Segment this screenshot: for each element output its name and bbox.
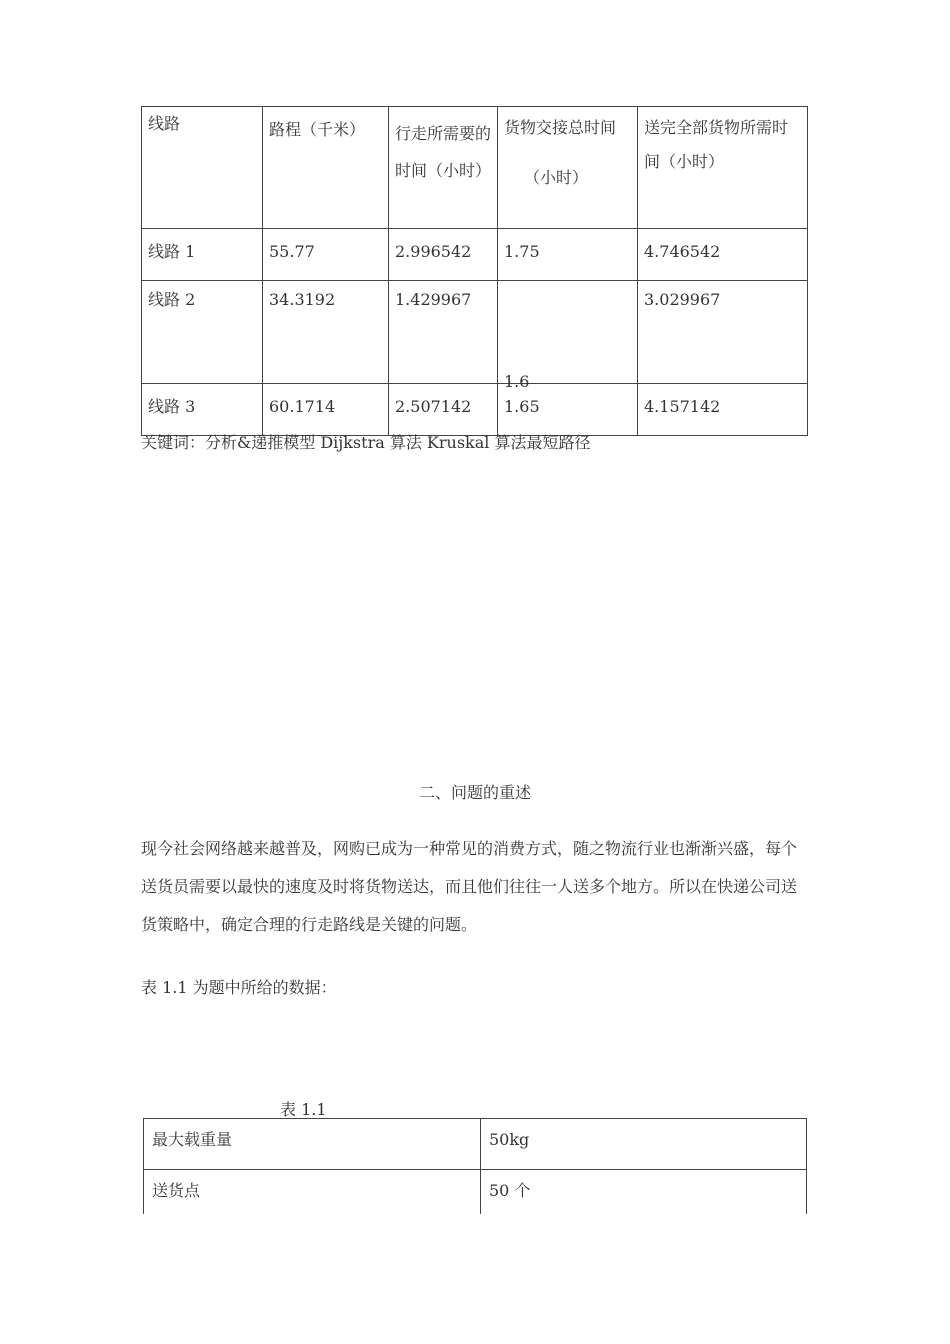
header-total-time: 送完全部货物所需时间（小时） xyxy=(644,118,789,171)
problem-paragraph: 现今社会网络越来越普及，网购已成为一种常见的消费方式，随之物流行业也渐渐兴盛，每个送货员需要以最快的速度及时将货物送达，而且他们往往一人送多个地方。所以在快递公司送货策略中，确定合理的行走路线是关键的问题。 xyxy=(141,839,798,934)
header-handover-unit: （小时） xyxy=(524,168,589,187)
header-distance: 路程（千米） xyxy=(269,120,366,139)
cell-walk-time: 2.507142 xyxy=(389,384,498,436)
header-cell xyxy=(638,107,808,229)
table-row xyxy=(144,1119,807,1170)
table-header-row xyxy=(142,107,808,229)
table-intro: 表 1.1 为题中所给的数据： xyxy=(141,978,337,997)
cell-distance: 34.3192 xyxy=(263,281,389,384)
cell-total-time: 4.746542 xyxy=(638,229,808,281)
section-title: 二、问题的重述 xyxy=(418,783,531,802)
header-route: 线路 xyxy=(148,114,181,133)
cell-route: 线路 3 xyxy=(142,384,263,436)
table-row xyxy=(142,281,808,384)
data-table xyxy=(143,1118,807,1214)
cell-walk-time: 1.429967 xyxy=(389,281,498,384)
cell-label: 最大载重量 xyxy=(144,1119,481,1170)
cell-route: 线路 1 xyxy=(142,229,263,281)
cell-handover-value: 1.6 xyxy=(504,372,530,391)
table-row xyxy=(144,1170,807,1215)
cell-total-time: 3.029967 xyxy=(638,281,808,384)
cell-label: 送货点 xyxy=(144,1170,481,1215)
cell-walk-time: 2.996542 xyxy=(389,229,498,281)
keywords-line: 关键词：分析&递推模型 Dijkstra 算法 Kruskal 算法最短路径 xyxy=(141,433,591,452)
header-cell xyxy=(263,107,389,229)
header-walk-time: 行走所需要的时间（小时） xyxy=(395,124,492,180)
cell-distance: 55.77 xyxy=(263,229,389,281)
header-cell xyxy=(389,107,498,229)
cell-handover-time: 1.65 xyxy=(498,384,638,436)
header-cell xyxy=(498,107,638,229)
cell-handover-time xyxy=(498,281,638,391)
table-row xyxy=(142,384,808,436)
header-cell xyxy=(142,107,263,229)
cell-value: 50 个 xyxy=(481,1170,807,1215)
cell-handover-time: 1.75 xyxy=(498,229,638,281)
route-table xyxy=(141,106,808,436)
table-caption: 表 1.1 xyxy=(280,1100,327,1119)
cell-distance: 60.1714 xyxy=(263,384,389,436)
cell-total-time: 4.157142 xyxy=(638,384,808,436)
table-row xyxy=(142,229,808,281)
cell-value: 50kg xyxy=(481,1119,807,1170)
header-handover-time: 货物交接总时间 xyxy=(504,118,617,137)
cell-route: 线路 2 xyxy=(142,281,263,384)
